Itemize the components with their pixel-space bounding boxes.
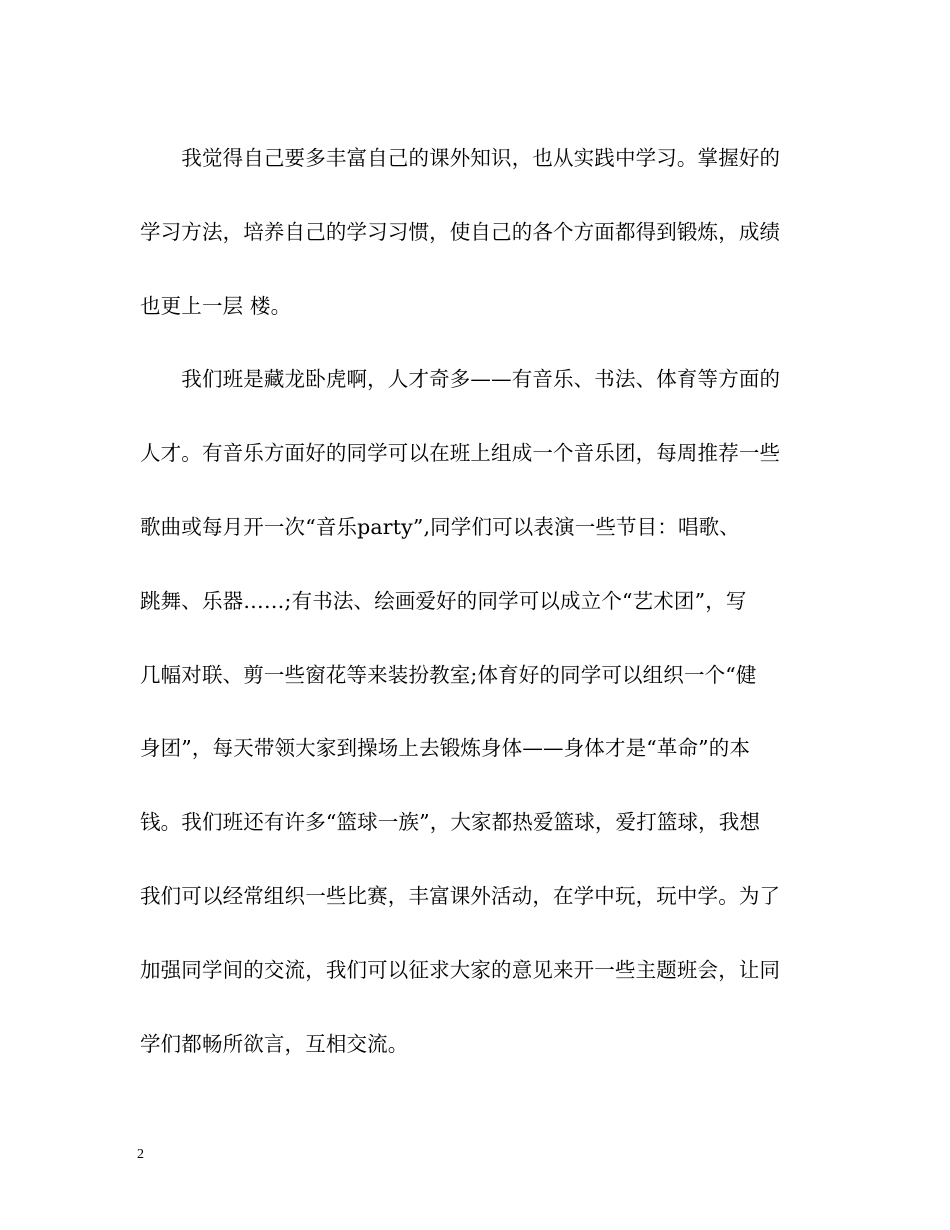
text-line: 身团”，每天带领大家到操场上去锻炼身体——身体才是“革命”的本 (140, 736, 751, 761)
text-line: 加强同学间的交流，我们可以征求大家的意见来开一些主题班会，让同 (140, 957, 781, 982)
text-line: 我觉得自己要多丰富自己的课外知识，也从实践中学习。掌握好的 (140, 146, 781, 170)
paragraph-class-talents (140, 343, 814, 1081)
text-line: 人才。有音乐方面好的同学可以在班上组成一个音乐团，每周推荐一些 (140, 441, 781, 466)
text-line: 学们都畅所欲言，互相交流。 (140, 1031, 409, 1056)
text-line: 跳舞、乐器……;有书法、绘画爱好的同学可以成立个“艺术团”，写 (140, 588, 747, 613)
paragraph-self-study (140, 122, 814, 343)
text-line: 几幅对联、剪一些窗花等来装扮教室;体育好的同学可以组织一个“健 (140, 662, 757, 687)
text-line: 我们可以经常组织一些比赛，丰富课外活动，在学中玩，玩中学。为了 (140, 883, 781, 908)
text-line: 也更上一层 楼。 (140, 293, 292, 318)
page-number: 2 (137, 1147, 144, 1162)
text-line: 歌曲或每月开一次“音乐party”,同学们可以表演一些节目：唱歌、 (140, 514, 740, 539)
text-line: 学习方法，培养自己的学习习惯，使自己的各个方面都得到锻炼，成绩 (140, 219, 781, 244)
document-body (140, 122, 814, 1081)
text-line: 我们班是藏龙卧虎啊，人才奇多——有音乐、书法、体育等方面的 (140, 367, 781, 392)
text-line: 钱。我们班还有许多“篮球一族”，大家都热爱篮球，爱打篮球，我想 (140, 810, 761, 835)
